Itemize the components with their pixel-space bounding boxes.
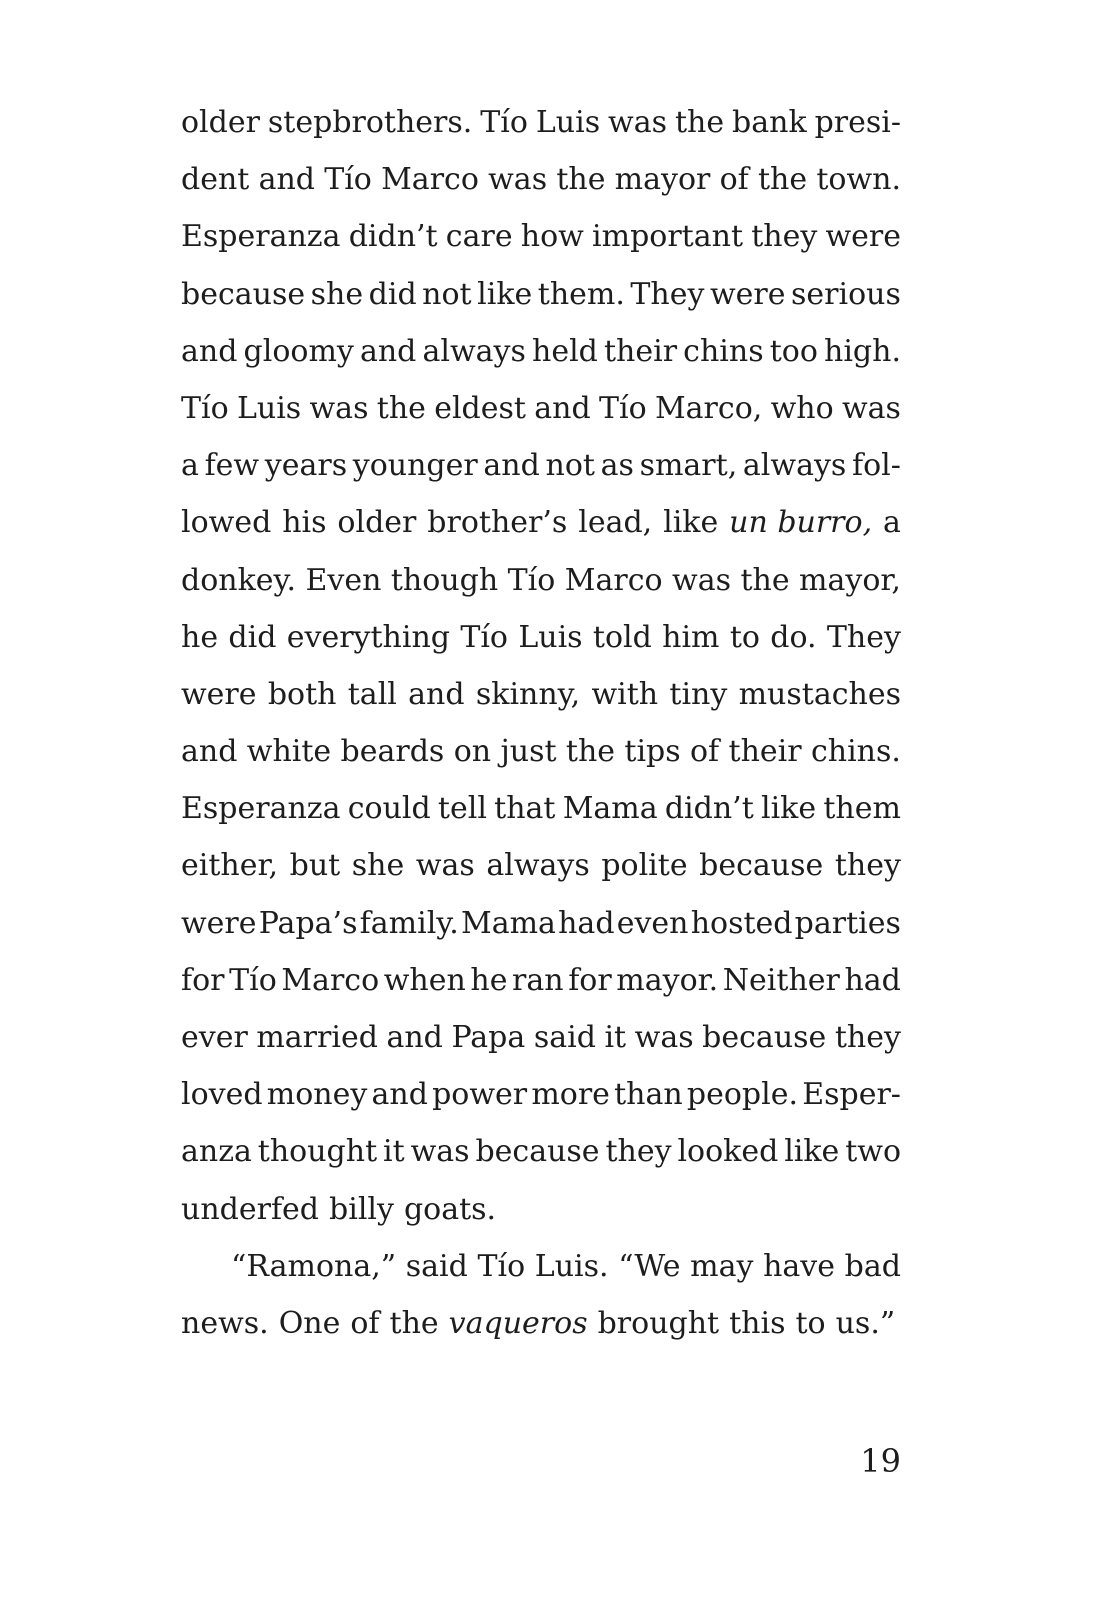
word: a	[181, 448, 199, 484]
word: how	[520, 219, 584, 255]
word: told	[592, 619, 652, 655]
word: older	[181, 105, 260, 140]
word: town.	[816, 162, 901, 198]
word: for	[181, 962, 225, 998]
word: stepbrothers.	[267, 105, 473, 140]
word: his	[282, 505, 327, 541]
word: anza	[181, 1134, 252, 1170]
word: They	[630, 276, 705, 312]
word: mayor.	[616, 962, 719, 998]
word: One	[278, 1305, 341, 1341]
word: Tío	[507, 562, 556, 598]
word: ever	[181, 1020, 248, 1055]
word: Papa	[451, 1020, 526, 1055]
text-line	[181, 1181, 901, 1238]
word: mayor	[614, 162, 711, 198]
word: skinny,	[475, 676, 581, 712]
word: Esperanza	[181, 219, 341, 255]
word: was	[608, 105, 668, 140]
word: Tío	[229, 962, 277, 998]
word: was	[410, 1134, 470, 1170]
word: not	[545, 448, 595, 484]
word: presi-	[814, 105, 901, 140]
text-line	[181, 780, 901, 837]
word: ran	[512, 962, 564, 998]
word: of	[719, 162, 749, 198]
text-line	[181, 437, 901, 494]
word: not	[422, 276, 472, 312]
text-line	[181, 323, 901, 380]
word: he	[181, 619, 219, 655]
word: was	[634, 1020, 694, 1055]
word: was	[309, 390, 369, 426]
word: of	[690, 734, 720, 770]
word: even	[616, 905, 689, 941]
word: they	[834, 848, 901, 884]
word: dent	[181, 162, 250, 198]
text-line	[181, 494, 901, 551]
word: Papa’s	[258, 905, 358, 941]
word: were	[709, 276, 786, 312]
word: said	[533, 1020, 596, 1055]
word: were	[181, 676, 257, 712]
word: tips	[624, 734, 681, 770]
word: he	[470, 962, 508, 998]
word: because	[475, 1134, 600, 1170]
page-number: 19	[860, 1442, 901, 1480]
word: she	[351, 848, 405, 884]
word: Tío	[480, 105, 528, 140]
word: for	[568, 962, 612, 998]
word: few	[204, 448, 260, 484]
word: to	[795, 1305, 826, 1341]
word: Tío	[324, 162, 372, 198]
word: more	[531, 1077, 610, 1113]
word: and	[258, 162, 315, 198]
word: bank	[732, 105, 807, 140]
word: and	[386, 1020, 443, 1055]
word: high.	[824, 333, 901, 369]
word: was	[841, 390, 901, 426]
word: two	[845, 1134, 901, 1170]
word: may	[690, 1248, 754, 1284]
word: tiny	[669, 676, 728, 712]
word: brought	[597, 1305, 720, 1341]
word: care	[445, 219, 513, 255]
word: was	[488, 162, 548, 198]
word: always	[486, 848, 590, 884]
word: serious	[791, 276, 901, 312]
word: smart,	[639, 448, 738, 484]
text-line	[181, 1123, 901, 1180]
word: Mama	[562, 791, 658, 827]
word: but	[289, 848, 341, 884]
word: the	[556, 162, 606, 198]
text-line	[181, 151, 901, 208]
word: Esperanza	[181, 791, 341, 827]
word: power	[432, 1077, 528, 1113]
word: They	[826, 619, 901, 655]
word: had	[844, 962, 901, 998]
word: like	[760, 791, 817, 827]
word: their	[603, 333, 678, 369]
word: the	[565, 734, 616, 770]
word: to	[729, 619, 760, 655]
word: us.”	[835, 1305, 896, 1341]
word: Luis	[518, 619, 583, 655]
word: Marco	[281, 962, 380, 998]
word: looked	[677, 1134, 779, 1170]
word: she	[310, 276, 364, 312]
italic-phrase: un burro,	[729, 505, 873, 541]
word: do.	[770, 619, 817, 655]
text-line	[181, 266, 901, 323]
word: Marco	[564, 562, 663, 598]
word: always	[742, 448, 847, 484]
text-line	[181, 94, 901, 151]
word: brother’s	[427, 505, 568, 541]
word: white	[246, 734, 332, 770]
word: everything	[286, 619, 450, 655]
word: it	[383, 1134, 405, 1170]
text-line	[181, 952, 901, 1009]
word: family.	[359, 905, 459, 941]
text-line	[181, 837, 901, 894]
word: Tío	[181, 390, 229, 426]
word: just	[500, 734, 557, 770]
word: people.	[686, 1077, 799, 1113]
word: bad	[844, 1248, 901, 1284]
word: when	[383, 962, 466, 998]
word: the	[376, 390, 426, 426]
word: chins.	[810, 734, 901, 770]
word: chins	[683, 333, 764, 369]
word: years	[264, 448, 348, 484]
word: didn’t	[348, 219, 438, 255]
word: polite	[601, 848, 688, 884]
word: though	[390, 562, 499, 598]
word: tall	[347, 676, 397, 712]
word: they	[834, 1020, 901, 1055]
word: hosted	[690, 905, 793, 941]
word: Tío	[477, 1248, 526, 1284]
word: the	[740, 562, 790, 598]
word: Esper-	[802, 1077, 901, 1113]
word: Luis	[535, 105, 601, 140]
italic-word: vaqueros	[448, 1305, 588, 1341]
text-line	[181, 1295, 901, 1352]
word: of	[350, 1305, 380, 1341]
word: “We	[618, 1248, 681, 1284]
word: parties	[794, 905, 901, 941]
word: Marco,	[654, 390, 763, 426]
word: who	[770, 390, 834, 426]
word: and	[371, 1077, 428, 1113]
word: fol-	[851, 448, 901, 484]
word: thought	[257, 1134, 378, 1170]
word: held	[532, 333, 598, 369]
word: was	[672, 562, 731, 598]
word: the	[757, 162, 808, 198]
word: loved	[181, 1077, 263, 1113]
word: mustaches	[738, 676, 901, 712]
word: the	[674, 105, 725, 140]
word: because	[702, 1020, 827, 1055]
word: them.	[537, 276, 625, 312]
text-line	[181, 895, 901, 952]
word: news.	[181, 1305, 269, 1341]
body-text	[181, 94, 901, 1352]
word: both	[267, 676, 337, 712]
text-line	[181, 609, 901, 666]
word: Neither	[722, 962, 840, 998]
text-line	[181, 666, 901, 723]
word: underfed	[181, 1191, 320, 1227]
word: than	[614, 1077, 683, 1113]
text-line	[181, 552, 901, 609]
word: they	[751, 219, 818, 255]
word: have	[763, 1248, 836, 1284]
word: and	[483, 448, 540, 484]
word: important	[592, 219, 743, 255]
word: lowed	[181, 505, 272, 541]
word: him	[662, 619, 720, 655]
word: lead,	[578, 505, 653, 541]
word: and	[408, 676, 465, 712]
word: and	[181, 333, 238, 369]
word: it	[604, 1020, 627, 1055]
word: like	[477, 276, 533, 312]
word: their	[728, 734, 802, 770]
word: and	[181, 734, 238, 770]
word: either,	[181, 848, 279, 884]
text-line	[181, 723, 901, 780]
word: gloomy	[243, 333, 354, 369]
text-line	[181, 380, 901, 437]
word: they	[605, 1134, 672, 1170]
word: had	[558, 905, 615, 941]
word: with	[591, 676, 659, 712]
word: too	[769, 333, 818, 369]
word: tell	[437, 791, 487, 827]
word: Mama	[460, 905, 556, 941]
word: as	[600, 448, 634, 484]
word: Luis	[236, 390, 302, 426]
word: because	[181, 276, 306, 312]
word: that	[494, 791, 556, 827]
word: younger	[352, 448, 478, 484]
word: the	[389, 1305, 439, 1341]
word: married	[256, 1020, 378, 1055]
text-line	[181, 1066, 901, 1123]
word: and	[359, 333, 417, 369]
word: older	[337, 505, 417, 541]
word: like	[663, 505, 719, 541]
word: mayor,	[799, 562, 901, 598]
word: was	[415, 848, 475, 884]
word: like	[784, 1134, 840, 1170]
word: goats.	[403, 1191, 497, 1227]
word: billy	[329, 1191, 394, 1227]
word: and	[534, 390, 591, 426]
word: on	[453, 734, 492, 770]
word: money	[266, 1077, 368, 1113]
word: Marco	[381, 162, 479, 198]
word: donkey.	[181, 562, 297, 598]
word: a	[883, 505, 901, 541]
word: them	[823, 791, 901, 827]
word: Even	[305, 562, 382, 598]
word: eldest	[434, 390, 526, 426]
text-line	[181, 1009, 901, 1066]
text-line	[181, 208, 901, 265]
word: were	[825, 219, 901, 255]
word: Tío	[460, 619, 508, 655]
word: didn’t	[664, 791, 754, 827]
word: Tío	[598, 390, 647, 426]
text-line	[181, 1238, 901, 1295]
word: because	[699, 848, 824, 884]
word: were	[181, 905, 257, 941]
word: “Ramona,”	[231, 1248, 397, 1284]
word: Luis.	[534, 1248, 609, 1284]
word: this	[729, 1305, 786, 1341]
word: did	[368, 276, 417, 312]
word: did	[228, 619, 277, 655]
word: beards	[340, 734, 445, 770]
word: always	[422, 333, 526, 369]
word: said	[405, 1248, 468, 1284]
word: could	[347, 791, 431, 827]
